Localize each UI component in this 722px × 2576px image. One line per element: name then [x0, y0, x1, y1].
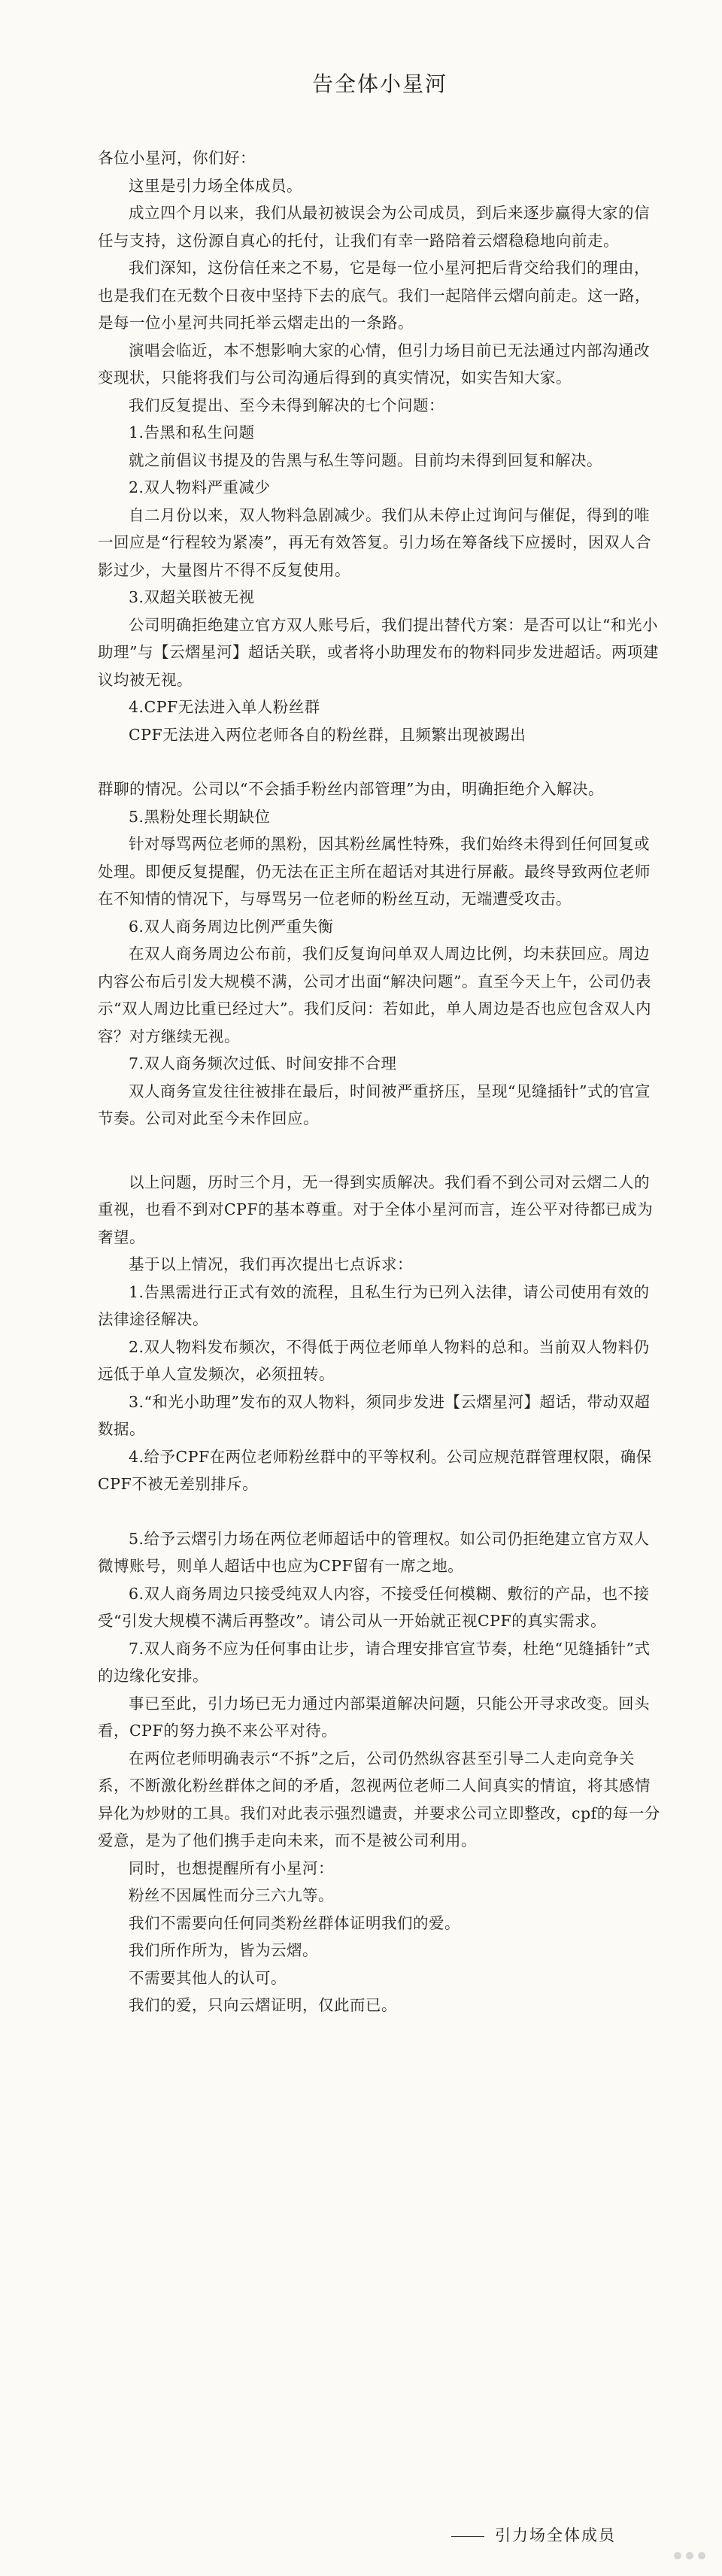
paragraph: 7.双人商务不应为任何事由让步，请合理安排官宣节奏，杜绝“见缝插针”式的边缘化安排。 [98, 1639, 651, 1685]
paragraph: 基于以上情况，我们再次提出七点诉求： [129, 1255, 413, 1273]
paragraph: 我们反复提出、至今未得到解决的七个问题： [129, 396, 444, 414]
signature [451, 2523, 616, 2546]
paragraph: 针对辱骂两位老师的黑粉，因其粉丝属性特殊，我们始终未得到任何回复或处理。即便反复提醒，仍无法在正主所在超话对其进行屏蔽。最终导致两位老师在不知情的情况下，与辱骂另一位老师的粉丝互动，无端遭受攻击。 [98, 835, 651, 908]
paragraph: 我们不需要向任何同类粉丝群体证明我们的爱。 [129, 1913, 460, 1932]
document-title: 告全体小星河 [311, 71, 447, 96]
paragraph: 以上问题，历时三个月，无一得到实质解决。我们看不到公司对云熠二人的重视，也看不到对CPF的基本尊重。对于全体小星河而言，连公平对待都已成为奢望。 [98, 1173, 654, 1246]
paragraph: 4.给予CPF在两位老师粉丝群中的平等权利。公司应规范群管理权限，确保CPF不被无差别排斥。 [98, 1447, 652, 1493]
paragraph: 3.双超关联被无视 [129, 588, 255, 606]
paragraph: 演唱会临近，本不想影响大家的心情，但引力场目前已无法通过内部沟通改变现状，只能将我们与公司沟通后得到的真实情况，如实告知大家。 [98, 341, 650, 387]
paragraph: 各位小星河，你们好： [98, 149, 256, 167]
paragraph: 我们所作所为，皆为云熠。 [129, 1941, 318, 1959]
paragraph: 在双人商务周边公布前，我们反复询问单双人周边比例，均未获回应。周边内容公布后引发大规模不满，公司才出面“解决问题”。直至今天上午，公司仍表示“双人周边比重已经过大”。我们反问：若如此，单人周边是否也应包含双人内容？对方继续无视。 [98, 945, 651, 1045]
paragraph: 不需要其他人的认可。 [129, 1968, 287, 1987]
paragraph: 1.告黑需进行正式有效的流程，且私生行为已列入法律，请公司使用有效的法律途径解决。 [98, 1282, 650, 1328]
paragraph: 同时，也想提醒所有小星河： [129, 1858, 334, 1877]
paragraph: 6.双人商务周边比例严重失衡 [129, 917, 334, 936]
paragraph: 双人商务宣发往往被排在最后，时间被严重挤压，呈现“见缝插针”式的官宣节奏。公司对此至今未作回应。 [98, 1082, 651, 1127]
signature-text: 引力场全体成员 [495, 2526, 616, 2544]
paragraph: 自二月份以来，双人物料急剧减少。我们从未停止过询问与催促，得到的唯一回应是“行程较为紧凑”，再无有效答复。引力场在筹备线下应援时，因双人合影过少，大量图片不得不反复使用。 [98, 505, 651, 579]
paragraph: 公司明确拒绝建立官方双人账号后，我们提出替代方案：是否可以让“和光小助理”与【云熠星河】超话关联，或者将小助理发布的物料同步发进超话。两项建议均被无视。 [98, 615, 659, 689]
paragraph: 群聊的情况。公司以“不会插手粉丝内部管理”为由，明确拒绝介入解决。 [98, 780, 604, 798]
document-body [98, 144, 662, 2019]
paragraph: 3.“和光小助理”发布的双人物料，须同步发进【云熠星河】超话，带动双超数据。 [98, 1392, 651, 1438]
paragraph: 2.双人物料发布频次，不得低于两位老师单人物料的总和。当前双人物料仍远低于单人宣发频次，必须扭转。 [98, 1337, 650, 1383]
paragraph: CPF无法进入两位老师各自的粉丝群，且频繁出现被踢出 [129, 725, 526, 744]
paragraph: 2.双人物料严重减少 [129, 478, 271, 496]
paragraph: 粉丝不因属性而分三六九等。 [129, 1886, 334, 1904]
paragraph: 6.双人商务周边只接受纯双人内容，不接受任何模糊、敷衍的产品，也不接受“引发大规模不满后再整改”。请公司从一开始就正视CPF的真实需求。 [98, 1584, 650, 1630]
watermark-dots-icon [674, 2552, 705, 2559]
paragraph: 5.给予云熠引力场在两位老师超话中的管理权。如公司仍拒绝建立官方双人微博账号，则单人超话中也应为CPF留有一席之地。 [98, 1529, 650, 1575]
paragraph: 我们深知，这份信任来之不易，它是每一位小星河把后背交给我们的理由，也是我们在无数个日夜中坚持下去的底气。我们一起陪伴云熠向前走。这一路，是每一位小星河共同托举云熠走出的一条路。 [98, 259, 651, 332]
paragraph: 4.CPF无法进入单人粉丝群 [129, 698, 320, 716]
signature-dash [451, 2536, 484, 2537]
paragraph: 我们的爱，只向云熠证明，仅此而已。 [129, 1996, 397, 2014]
paragraph: 7.双人商务频次过低、时间安排不合理 [129, 1054, 397, 1073]
paragraph: 5.黑粉处理长期缺位 [129, 807, 271, 826]
paragraph: 就之前倡议书提及的告黑与私生等问题。目前均未得到回复和解决。 [129, 451, 602, 469]
paragraph: 事已至此，引力场已无力通过内部渠道解决问题，只能公开寻求改变。回头看，CPF的努力换不来公平对待。 [98, 1694, 650, 1740]
paragraph: 在两位老师明确表示“不拆”之后，公司仍然纵容甚至引导二人走向竞争关系，不断激化粉丝群体之间的矛盾，忽视两位老师二人间真实的情谊，将其感情异化为炒财的工具。我们对此表示强烈谴责，并要求公司立即整改，cpf的每一分爱意，是为了他们携手走向未来，而不是被公司利用。 [98, 1749, 660, 1849]
paragraph: 1.告黑和私生问题 [129, 423, 255, 441]
paragraph: 这里是引力场全体成员。 [129, 176, 302, 195]
paragraph: 成立四个月以来，我们从最初被误会为公司成员，到后来逐步赢得大家的信任与支持，这份源自真心的托付，让我们有幸一路陪着云熠稳稳地向前走。 [98, 204, 650, 250]
